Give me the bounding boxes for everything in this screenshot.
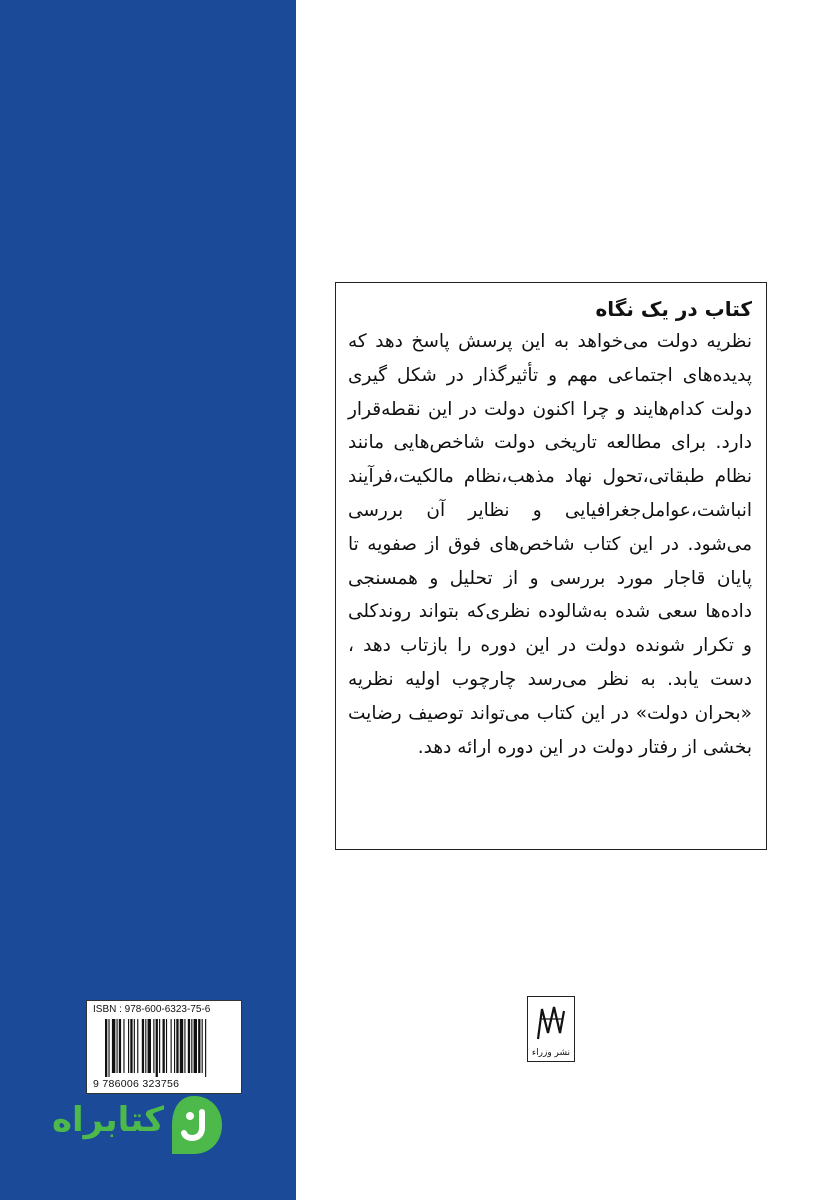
barcode-bar — [148, 1019, 151, 1073]
barcode-bar — [184, 1019, 185, 1073]
barcode-bar — [105, 1019, 107, 1077]
isbn-barcode-block — [86, 1000, 242, 1094]
barcode-bar — [159, 1019, 160, 1073]
ketabrah-watermark — [38, 1092, 218, 1162]
barcode-bar — [153, 1019, 154, 1073]
barcode-bar — [198, 1019, 200, 1073]
barcode-bar — [145, 1019, 146, 1073]
barcode-bar — [128, 1019, 129, 1073]
barcode-bar — [180, 1019, 183, 1073]
isbn-label: ISBN : 978-600-6323-75-6 — [93, 1004, 211, 1015]
barcode-bar — [166, 1019, 167, 1073]
publisher-logo — [527, 996, 575, 1062]
barcode-bar — [112, 1019, 115, 1073]
barcode-bar — [117, 1019, 118, 1073]
barcode-image — [105, 1019, 233, 1077]
barcode-bar — [130, 1019, 132, 1073]
barcode-bar — [108, 1019, 109, 1077]
barcode-bar — [156, 1019, 158, 1077]
barcode-bar — [191, 1019, 192, 1073]
barcode-bar — [174, 1019, 175, 1073]
barcode-bar — [176, 1019, 178, 1073]
barcode-bar — [205, 1019, 206, 1077]
summary-body: نظریه دولت می‌خواهد به این پرسش پاسخ دهد که پدیده‌های اجتماعی مهم و تأثیرگذار در شکل گیری دولت کدام‌هایند و چرا اکنون دولت در این نقطه‌قرار دارد. برای مطالعه تاریخی دولت شاخص‌هایی مانند نظام طبقاتی،تحول نهاد مذهب،نظام مالکیت،فرآیند انباشت،عوامل‌جغرافیایی و نظایر آن بررسی می‌شود. در این کتاب شاخص‌های فوق از صفویه تا پایان قاجار مورد بررسی و از تحلیل و همسنجی داده‌ها سعی شده به‌شالوده نظری‌که بتواند روندکلی و تکرار شونده دولت در این دوره را بازتاب دهد ، دست یابد. به نظر می‌رسد چارچوب اولیه نظریه «بحران دولت» در این کتاب می‌تواند توصیف رضایت بخشی از رفتار دولت در این دوره ارائه دهد. — [348, 331, 752, 758]
barcode-bar — [163, 1019, 165, 1073]
barcode-bar — [119, 1019, 121, 1073]
summary-title: کتاب در یک نگاه — [595, 297, 752, 321]
ketabrah-brand-text: کتابراه — [51, 1100, 164, 1140]
barcode-bar — [202, 1019, 203, 1073]
barcode-bar — [137, 1019, 138, 1073]
ketabrah-logo-icon — [164, 1094, 224, 1156]
book-summary-box — [335, 282, 767, 850]
barcode-bar — [188, 1019, 190, 1073]
publisher-monogram-icon — [528, 999, 573, 1047]
barcode-bar — [142, 1019, 144, 1073]
barcode-digits: 9 786006 323756 — [93, 1078, 180, 1090]
barcode-bar — [171, 1019, 172, 1073]
publisher-name: نشر وزراء — [531, 1048, 571, 1058]
barcode-bar — [134, 1019, 135, 1073]
barcode-bar — [123, 1019, 124, 1073]
barcode-bar — [194, 1019, 197, 1073]
